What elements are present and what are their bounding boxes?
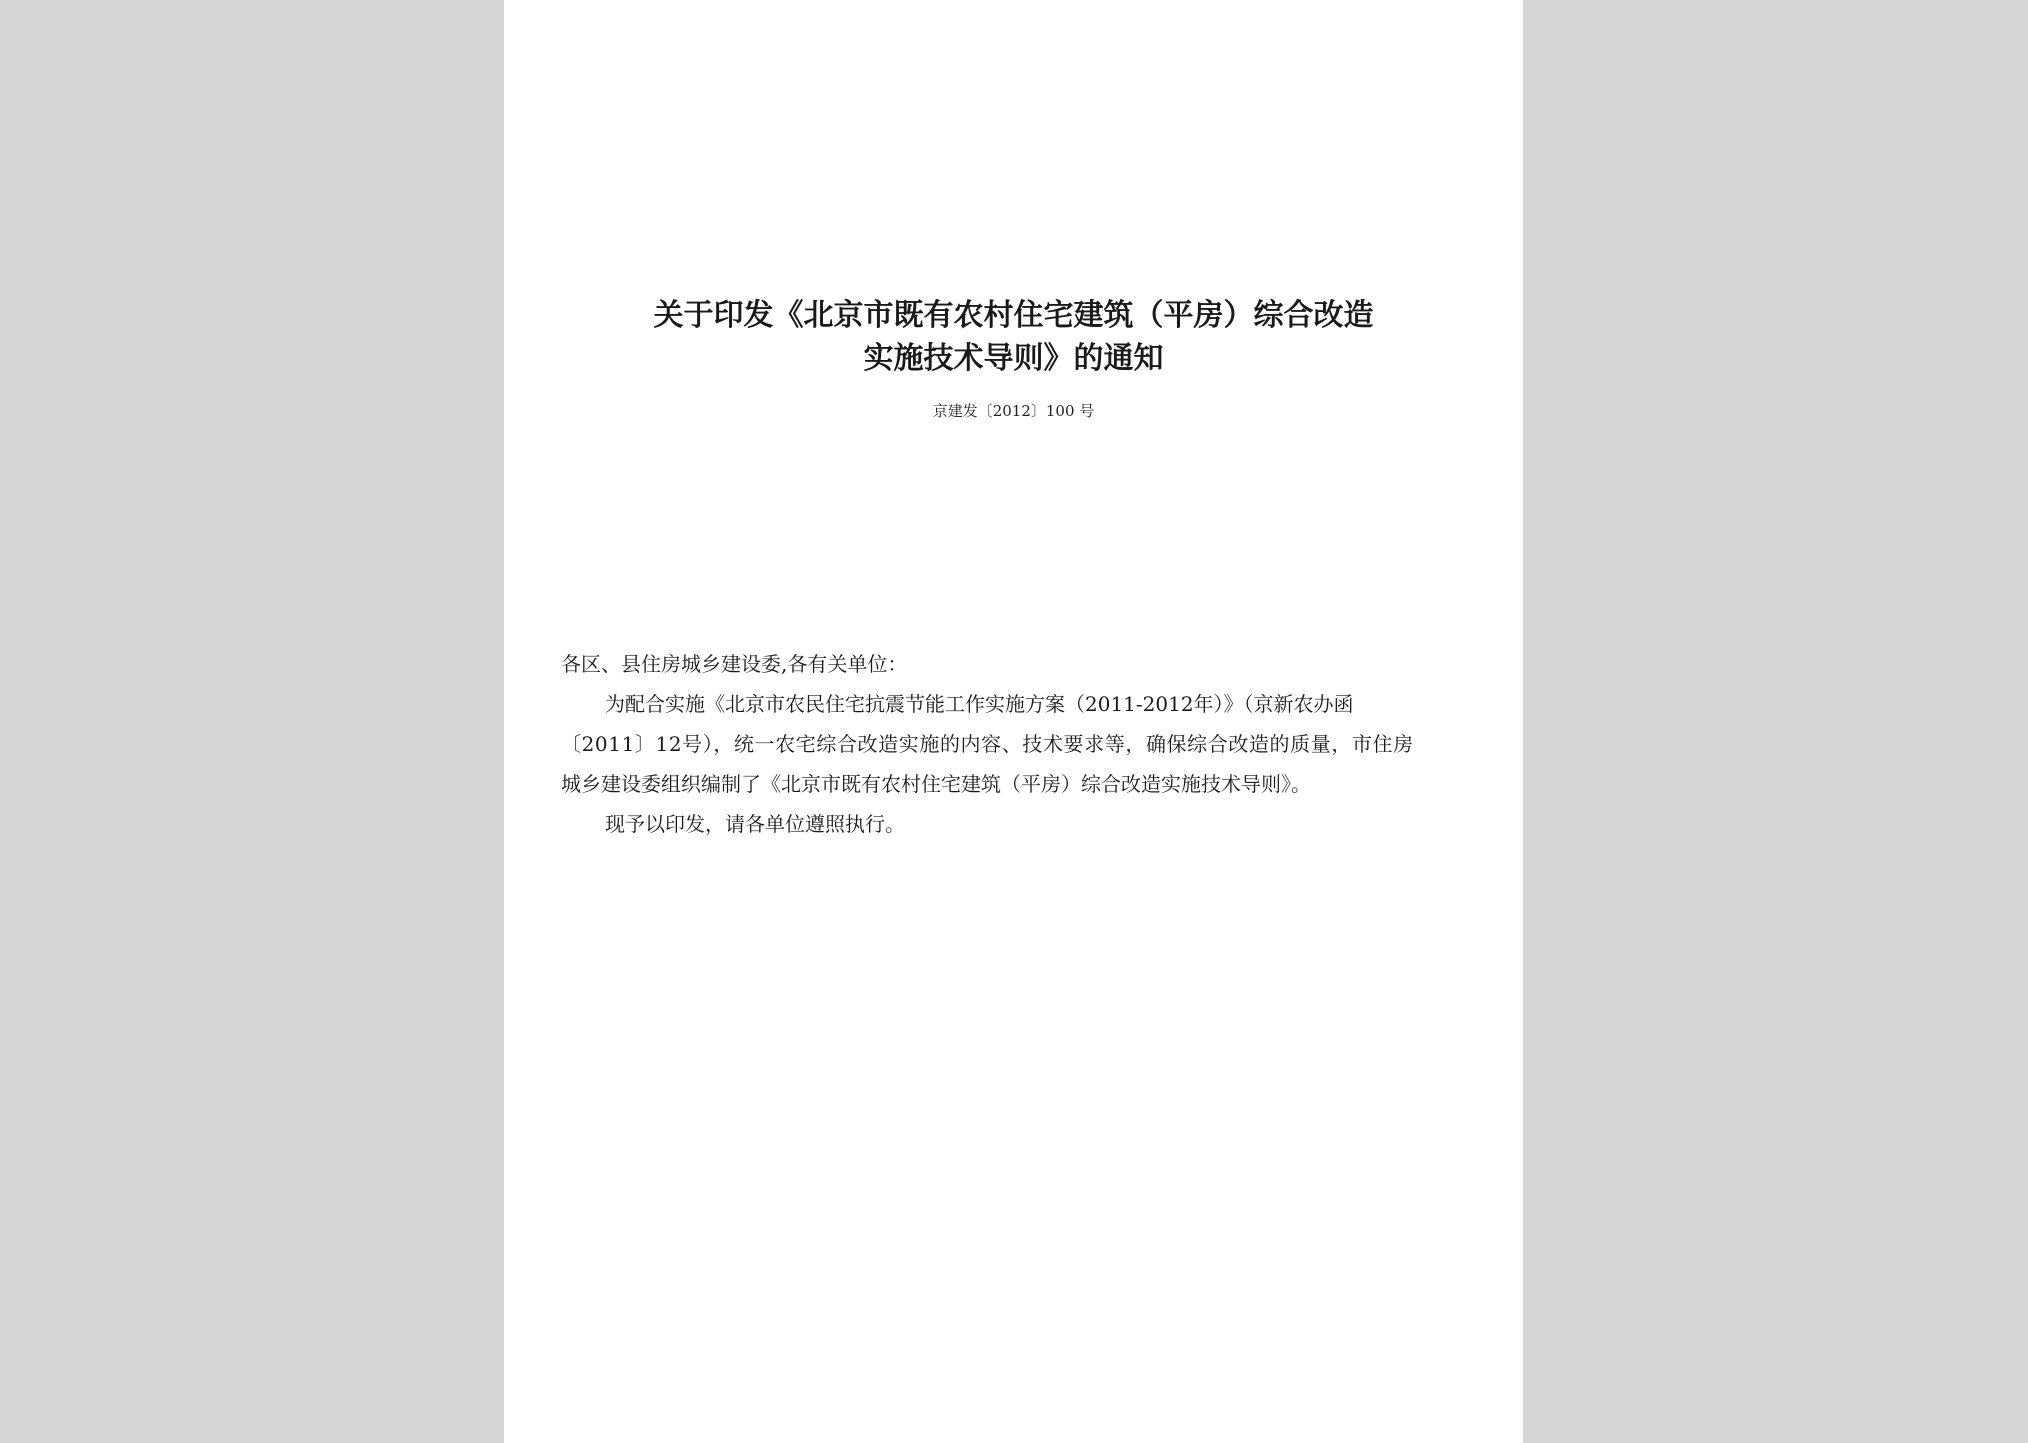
paragraph-1-line-2: 〔2011〕12号），统一农宅综合改造实施的内容、技术要求等，确保综合改造的质量，市住房 — [561, 732, 1414, 756]
recipient-line: 各区、县住房城乡建设委,各有关单位： — [561, 652, 908, 676]
paragraph-2: 现予以印发，请各单位遵照执行。 — [605, 812, 905, 836]
document-page — [504, 0, 1523, 1443]
paragraph-1-line-1: 为配合实施《北京市农民住宅抗震节能工作实施方案（2011-2012年）》（京新农办函 — [605, 692, 1354, 716]
document-number: 京建发〔2012〕100 号 — [932, 402, 1095, 420]
paragraph-1-line-3: 城乡建设委组织编制了《北京市既有农村住宅建筑（平房）综合改造实施技术导则》。 — [561, 772, 1311, 796]
document-title-line-2: 实施技术导则》的通知 — [863, 341, 1164, 376]
document-title-line-1: 关于印发《北京市既有农村住宅建筑（平房）综合改造 — [653, 298, 1374, 333]
